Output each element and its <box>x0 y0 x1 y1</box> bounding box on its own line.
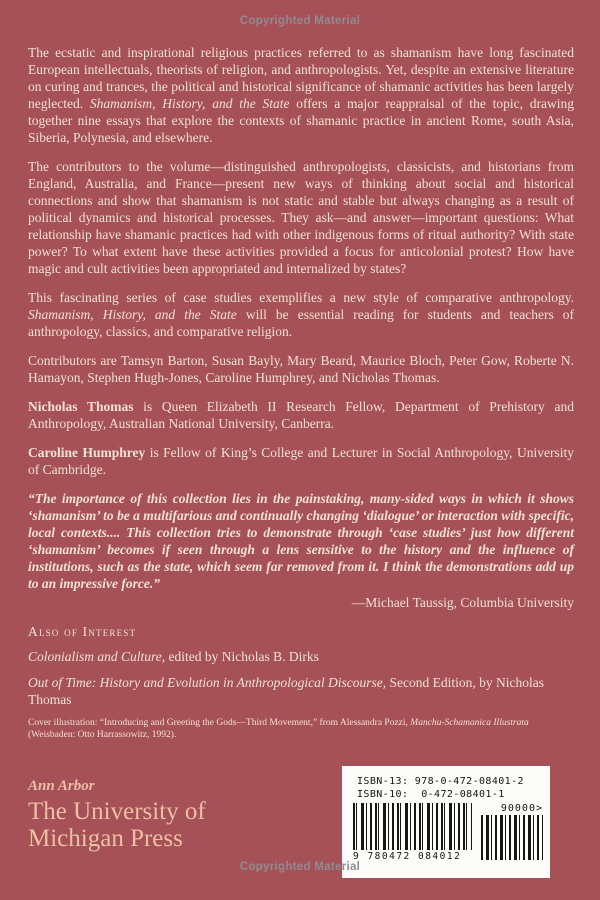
also-of-interest-item-2: Out of Time: History and Evolution in Anthropological Discourse, Second Edition, by Nicholas Thomas <box>28 675 544 707</box>
ean-barcode-digits: 9 780472 084012 <box>353 851 462 862</box>
contributors-paragraph: Contributors are Tamsyn Barton, Susan Bayly, Mary Beard, Maurice Bloch, Peter Gow, Roberte N. Hamayon, Stephen Hugh-Jones, Caroline Humphrey, and Nicholas Thomas. <box>28 353 574 385</box>
also-of-interest-heading: Also of Interest <box>28 624 137 639</box>
blurb-paragraph-3: This fascinating series of case studies exemplifies a new style of comparative anthropology. Shamanism, History, and the State will be essential reading for students and teachers of anthropology, classics, and comparative religion. <box>28 290 575 339</box>
isbn10-line: ISBN-10: 0-472-08401-1 <box>357 789 505 800</box>
blurb-paragraph-1: The ecstatic and inspirational religious practices referred to as shamanism have long fascinated European intellectuals, theorists of religion, and anthropologists. Yet, despite an extensive literature on curing and trances, the political and historical significance of shamanic activities has been largely neglected. Shamanism, History, and the State offers a major reappraisal of the topic, drawing together nine essays that explore the contexts of shamanic practice in ancient Rome, south Asia, Siberia, Polynesia, and elsewhere. <box>28 45 574 145</box>
editor-bio-nicholas-thomas: Nicholas Thomas is Queen Elizabeth II Research Fellow, Department of Prehistory and Anthropology, Australian National University, Canberra. <box>28 399 574 431</box>
price-addon-barcode <box>481 803 543 862</box>
addon-barcode-bars-icon <box>481 815 543 860</box>
review-quote: “The importance of this collection lies in the painstaking, many-sided ways in which it shows ‘shamanism’ to be a multifarious and continually changing ‘dialogue’ or interaction with specific, local contexts.... This collection tries to demonstrate through ‘case studies’ just how different ‘shamanism’ becomes if seen through a lens sensitive to the history and the influence of institutions, such as the state, which seem far removed from it. I think the demonstrations add up to an impressive force.” <box>28 491 574 591</box>
copyrighted-material-bottom-label: Copyrighted Material <box>239 861 361 873</box>
publisher-block <box>28 777 253 852</box>
addon-code-label: 90000> <box>500 803 543 814</box>
ean-barcode-bars-icon <box>353 803 472 850</box>
ean-barcode <box>353 803 472 862</box>
publisher-city: Ann Arbor <box>28 778 95 794</box>
editor-bio-caroline-humphrey: Caroline Humphrey is Fellow of King’s College and Lecturer in Social Anthropology, University of Cambridge. <box>28 445 575 477</box>
barcode-row <box>353 803 543 862</box>
cover-illustration-credit: Cover illustration: “Introducing and Greeting the Gods—Third Movement,” from Alessandra Pozzi, Manchu-Schamanica Illustrata (Weisbaden: Otto Harrassowitz, 1992). <box>28 718 529 740</box>
copyrighted-material-top-label: Copyrighted Material <box>239 15 361 27</box>
publisher-name: The University of Michigan Press <box>28 798 206 852</box>
also-of-interest-item-1: Colonialism and Culture, edited by Nicholas B. Dirks <box>28 649 319 664</box>
blurb-paragraph-2: The contributors to the volume—distinguished anthropologists, classicists, and historians from England, Australia, and France—present new ways of thinking about social and historical connections and show that shamanism is not static and stable but always changing as a result of political dynamics and historical processes. They ask—and answer—important questions: What relationship have shamanic practices had with other indigenous forms of ritual authority? With state power? To what extent have these activities provided a focus for anticolonial protest? How have magic and cult activities been appropriated and internalized by states? <box>28 159 574 276</box>
isbn-numbers <box>342 766 550 801</box>
review-attribution: —Michael Taussig, Columbia University <box>351 595 574 610</box>
isbn13-line: ISBN-13: 978-0-472-08401-2 <box>357 776 524 787</box>
back-cover-text-column <box>28 44 574 741</box>
